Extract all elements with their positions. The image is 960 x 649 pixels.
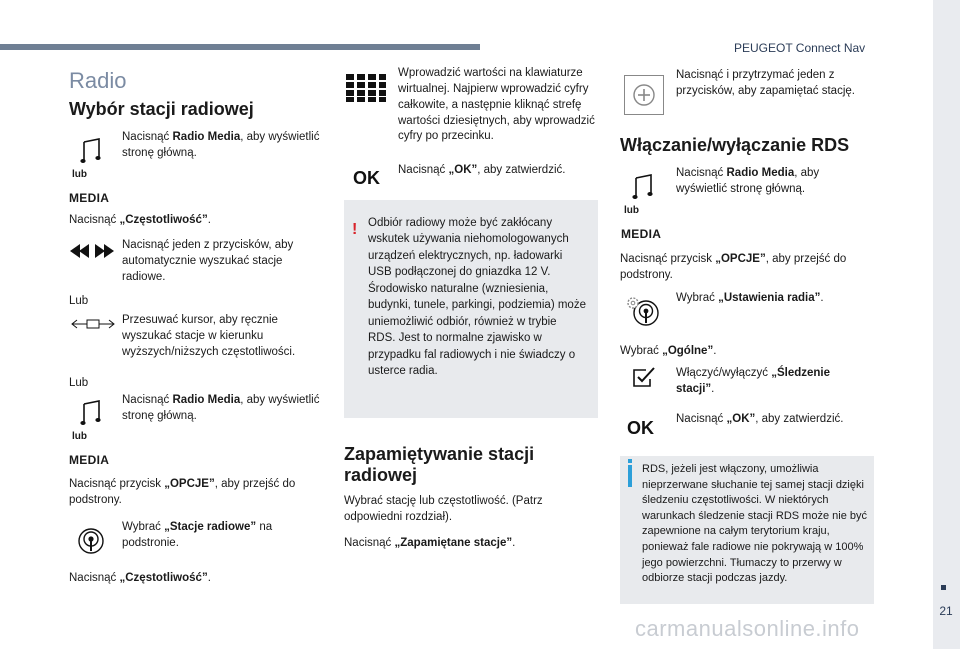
media-button-label: MEDIA	[69, 453, 110, 467]
header-rule	[0, 44, 480, 50]
step-frequency: Nacisnąć „ Częstotliwość ” .	[69, 213, 319, 229]
music-note-icon	[80, 138, 102, 164]
step-station-tracking: Włączyć/wyłączyć „ Śledzenie stacji ” .	[676, 366, 866, 398]
warning-text: Odbiór radiowy może być zakłócany wskutek używania niehomologowanych urządzeń elektrycznych, np. ładowarki USB podłączonej do gniazdka 12 V. Środowisko naturalne (wzniesienia, budynki, tunele, parkingi, podziemia) może uniemożliwić odbiór, również w trybie RDS. Jest to normalne zjawisko w przypadku fal radiowych i nie świadczy o usterce radia.	[368, 217, 586, 377]
step-manual-seek: Przesuwać kursor, aby ręcznie wyszukać stacje w kierunku wyższych/niższych częstotliwości.	[122, 314, 296, 358]
step-radio-media: Nacisnąć Radio Media, aby wyświetlić stronę główną.	[122, 131, 320, 159]
step-radio-stations: Wybrać „ Stacje radiowe ” na podstronie.	[122, 520, 312, 552]
radio-antenna-icon	[77, 527, 105, 555]
media-lub-caption: lub	[624, 205, 639, 216]
page-marker	[941, 585, 946, 590]
step-general: Wybrać „ Ogólne ” .	[620, 344, 870, 360]
step-radio-media-rds: Nacisnąć Radio Media, aby wyświetlić stronę główną.	[676, 167, 820, 195]
heading-station-selection: Wybór stacji radiowej	[69, 99, 254, 119]
heading-rds: Włączanie/wyłączanie RDS	[620, 135, 850, 155]
info-text: RDS, jeżeli jest włączony, umożliwia nieprzerwane słuchanie tej samej stacji dzięki śledzeniu częstotliwości. W niektórych warunkach śledzenie stacji RDS może nie być zapewnione na całym terytorium kraju, ponieważ fale radiowe nie pokrywają w 100% jego powierzchni. Tłumaczy to przerwy w odbiorze stacji podczas jazdy.	[642, 463, 867, 585]
music-note-icon	[632, 174, 654, 200]
or-label-1: Lub	[69, 295, 89, 307]
media-button-label: MEDIA	[621, 227, 662, 241]
step-radio-media-2: Nacisnąć Radio Media, aby wyświetlić stronę główną.	[122, 394, 320, 422]
radio-settings-icon	[626, 296, 660, 328]
media-lub-caption: lub	[72, 431, 87, 442]
step-radio-settings: Wybrać „ Ustawienia radia ” .	[676, 291, 866, 307]
ok-button-label: OK	[353, 168, 380, 188]
media-lub-caption: lub	[72, 169, 87, 180]
step-auto-seek: Nacisnąć jeden z przycisków, aby automatycznie wyszukać stacje radiowe.	[122, 239, 294, 283]
step-stored-stations: Nacisnąć „ Zapamiętane stacje ” .	[344, 536, 584, 552]
heading-store-station: Zapamiętywanie stacji radiowej	[344, 444, 535, 485]
media-button-label: MEDIA	[69, 191, 110, 205]
warning-icon: !	[352, 221, 358, 238]
step-select-station: Wybrać stację lub częstotliwość. (Patrz odpowiedni rozdział).	[344, 495, 543, 523]
step-ok: Nacisnąć „ OK ” , aby zatwierdzić.	[398, 163, 598, 179]
page-edge-strip	[933, 0, 960, 649]
or-label-2: Lub	[69, 377, 89, 389]
frequency-slider-icon	[70, 319, 116, 329]
section-title: Radio	[69, 68, 127, 93]
step-hold-preset: Nacisnąć i przytrzymać jeden z przycisków, aby zapamiętać stację.	[676, 69, 855, 97]
info-icon	[628, 465, 632, 487]
checkbox-icon	[632, 367, 656, 389]
page-number: 21	[939, 604, 953, 618]
add-preset-icon	[624, 75, 664, 115]
seek-arrows-icon	[70, 244, 114, 258]
ok-button-label: OK	[627, 418, 654, 438]
watermark: carmanualsonline.info	[635, 616, 860, 641]
step-keypad: Wprowadzić wartości na klawiaturze wirtualnej. Najpierw wprowadzić cyfry całkowite, a następnie kliknąć strefę wartości dziesiętnych, aby wprowadzić cyfry po przecinku.	[398, 67, 595, 143]
music-note-icon	[80, 400, 102, 426]
step-ok-rds: Nacisnąć „ OK ” , aby zatwierdzić.	[676, 412, 866, 428]
step-frequency-2: Nacisnąć „ Częstotliwość ” .	[69, 571, 319, 587]
step-options: Nacisnąć przycisk „ OPCJE ” , aby przejść do podstrony.	[69, 477, 319, 509]
step-options-rds: Nacisnąć przycisk „ OPCJE ” , aby przejść do podstrony.	[620, 252, 870, 284]
keypad-icon	[346, 74, 386, 102]
header-title: PEUGEOT Connect Nav	[734, 41, 866, 55]
